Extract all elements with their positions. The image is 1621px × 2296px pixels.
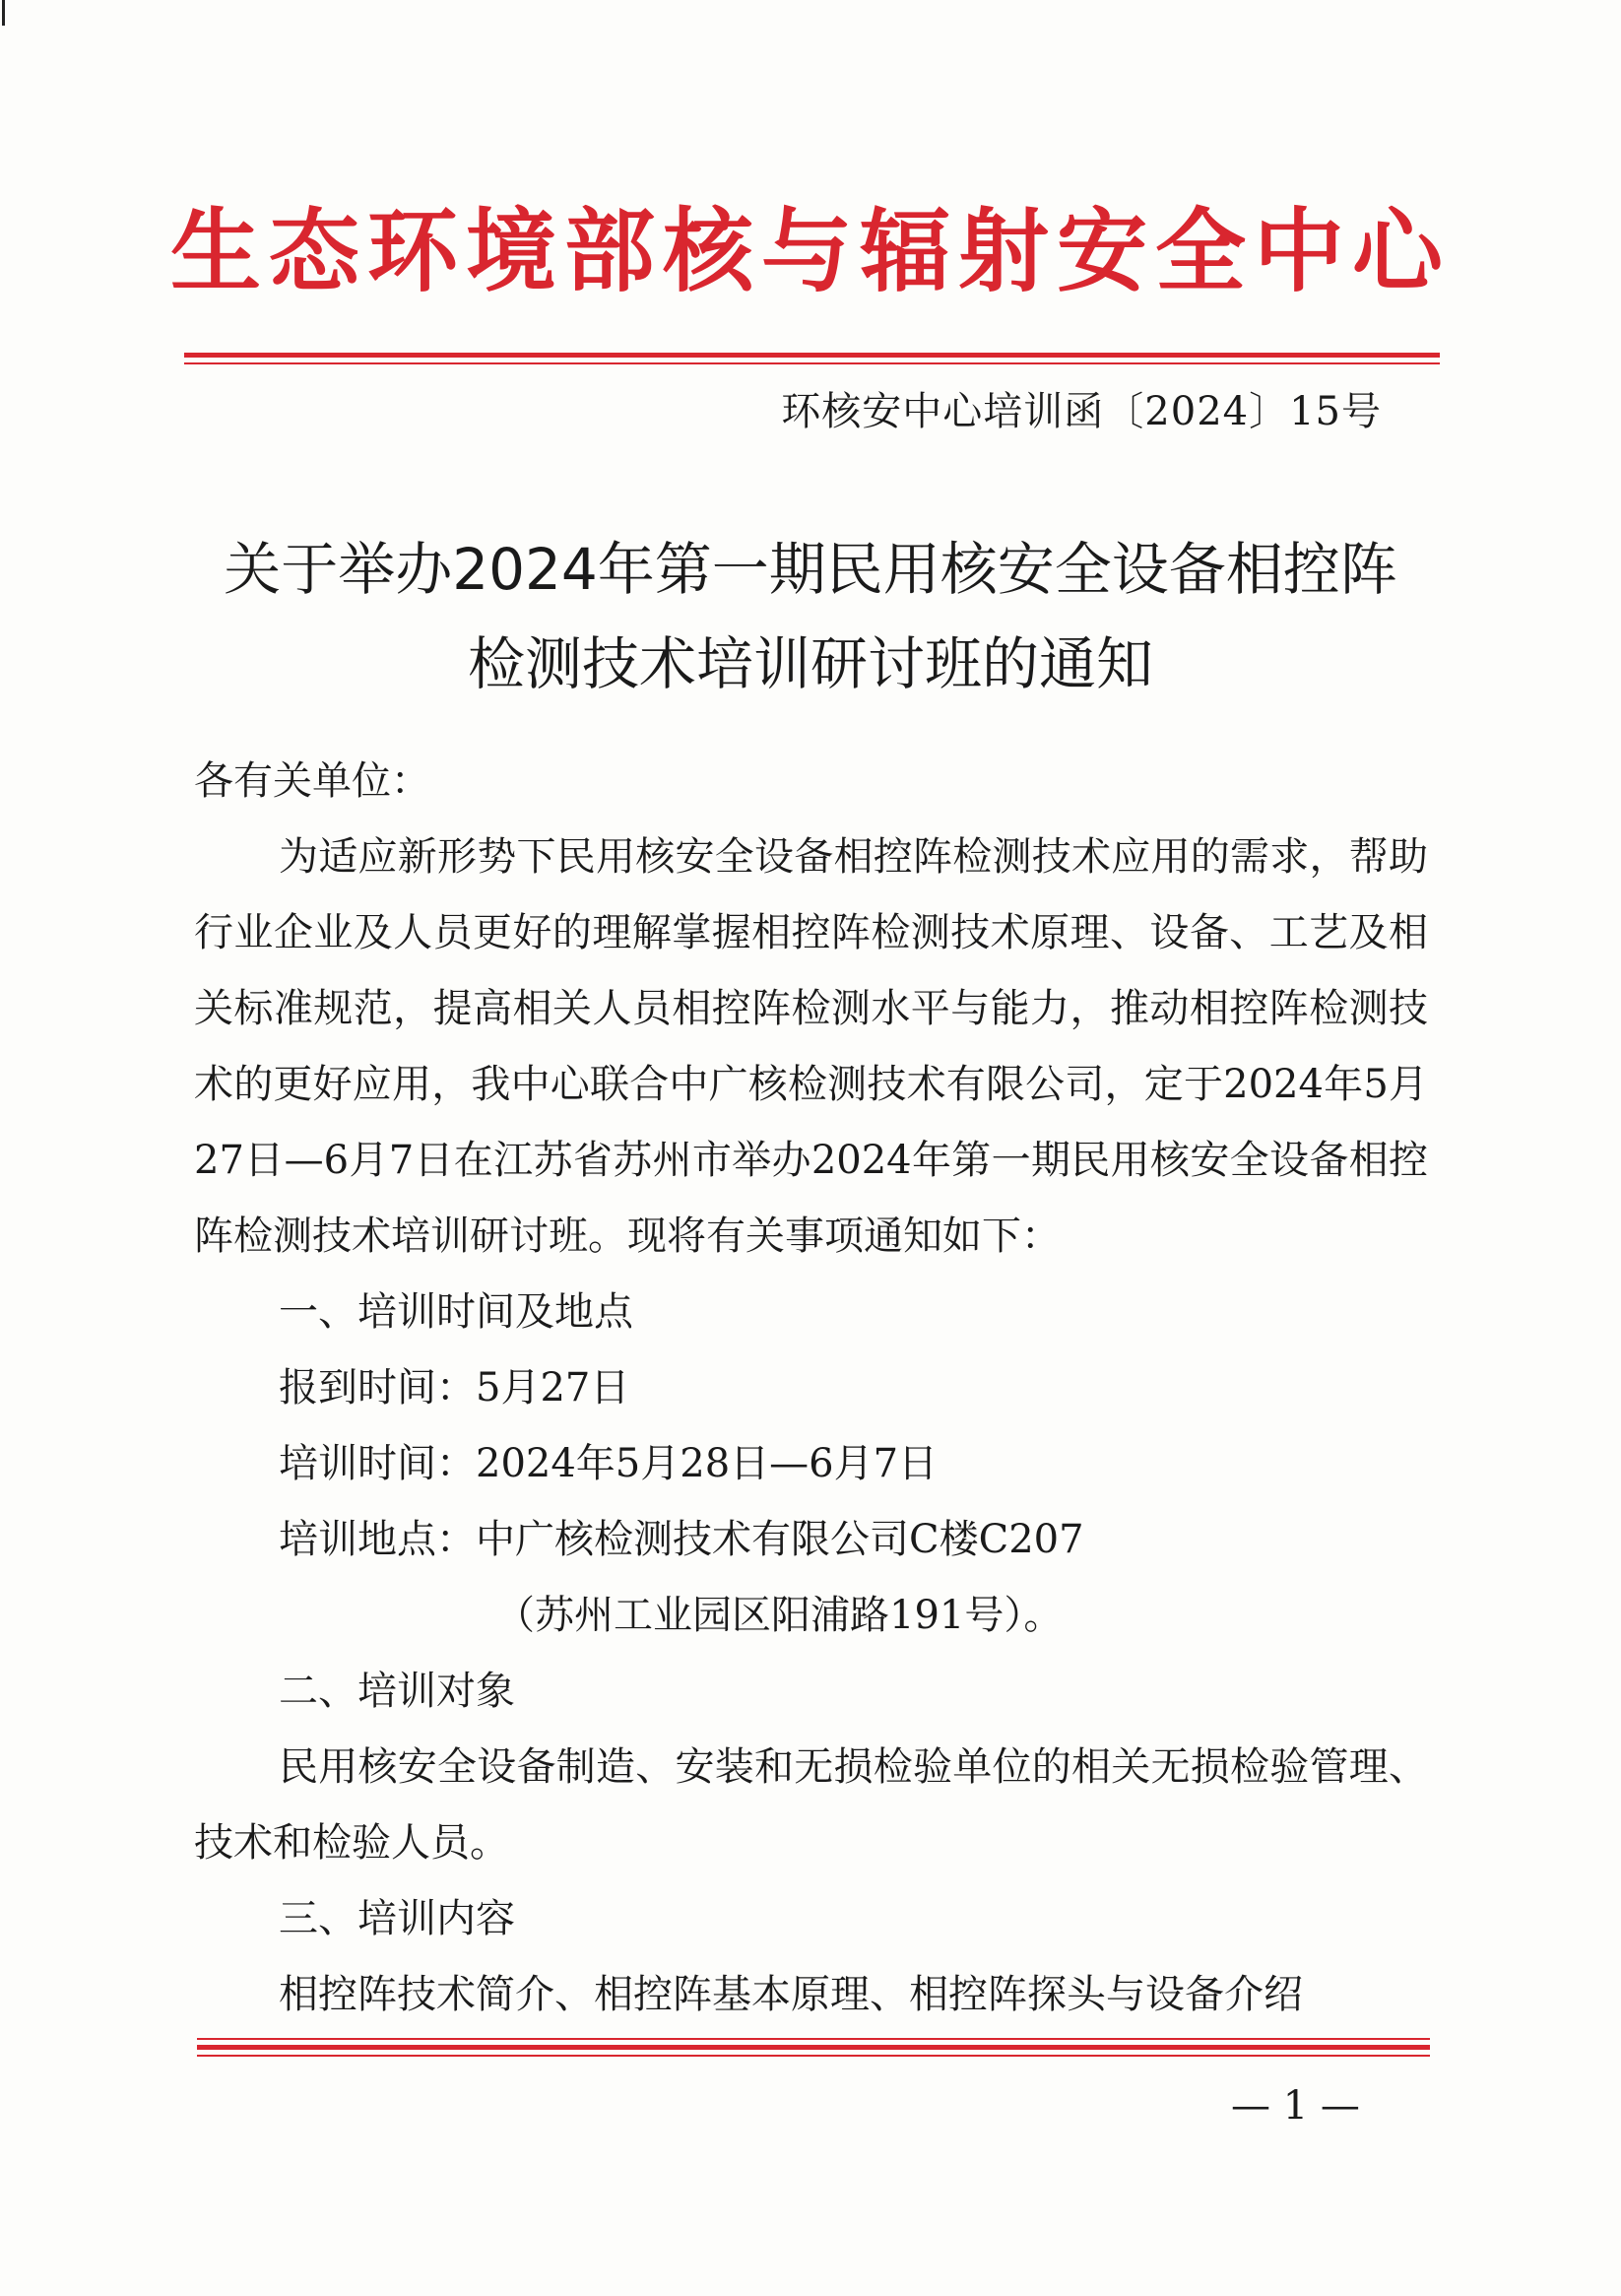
footer-red-rule <box>197 2045 1430 2050</box>
header-red-rule-thin <box>184 362 1440 364</box>
document-body <box>194 744 1428 2033</box>
salutation: 各有关单位： <box>194 758 430 804</box>
page-number: — 1 — <box>1231 2083 1360 2129</box>
section-2-text: 民用核安全设备制造、安装和无损检验单位的相关无损检验管理、技术和检验人员。 <box>194 1744 1428 1866</box>
section-2-heading: 二、培训对象 <box>279 1669 515 1714</box>
section-3-text: 相控阵技术简介、相控阵基本原理、相控阵探头与设备介绍 <box>279 1972 1303 2017</box>
organization-header: 生态环境部核与辐射安全中心 <box>169 199 1451 304</box>
training-location: 培训地点：中广核检测技术有限公司C楼C207 <box>279 1517 1084 1562</box>
section-1-heading: 一、培训时间及地点 <box>279 1289 633 1335</box>
scan-mark <box>2 0 5 26</box>
footer-red-rule-top <box>197 2038 1430 2040</box>
document-title-line-2: 检测技术培训研讨班的通知 <box>467 630 1153 697</box>
footer-red-rule-bottom <box>197 2055 1430 2057</box>
section-3-heading: 三、培训内容 <box>279 1896 515 1941</box>
document-title <box>148 522 1473 711</box>
document-title-line-1: 关于举办2024年第一期民用核安全设备相控阵 <box>224 536 1397 603</box>
registration-time: 报到时间：5月27日 <box>279 1365 630 1410</box>
header-red-rule <box>184 353 1440 358</box>
document-number: 环核安中心培训函〔2024〕15号 <box>781 389 1382 434</box>
training-time: 培训时间：2024年5月28日—6月7日 <box>279 1441 939 1486</box>
intro-paragraph: 为适应新形势下民用核安全设备相控阵检测技术应用的需求，帮助行业企业及人员更好的理解掌握相控阵检测技术原理、设备、工艺及相关标准规范，提高相关人员相控阵检测水平与能力，推动相控阵检测技术的更好应用，我中心联合中广核检测技术有限公司，定于2024年5月27日—6月7日在江苏省苏州市举办2024年第一期民用核安全设备相控阵检测技术培训研讨班。现将有关事项通知如下： <box>194 834 1428 1259</box>
training-address: （苏州工业园区阳浦路191号）。 <box>495 1593 1064 1638</box>
